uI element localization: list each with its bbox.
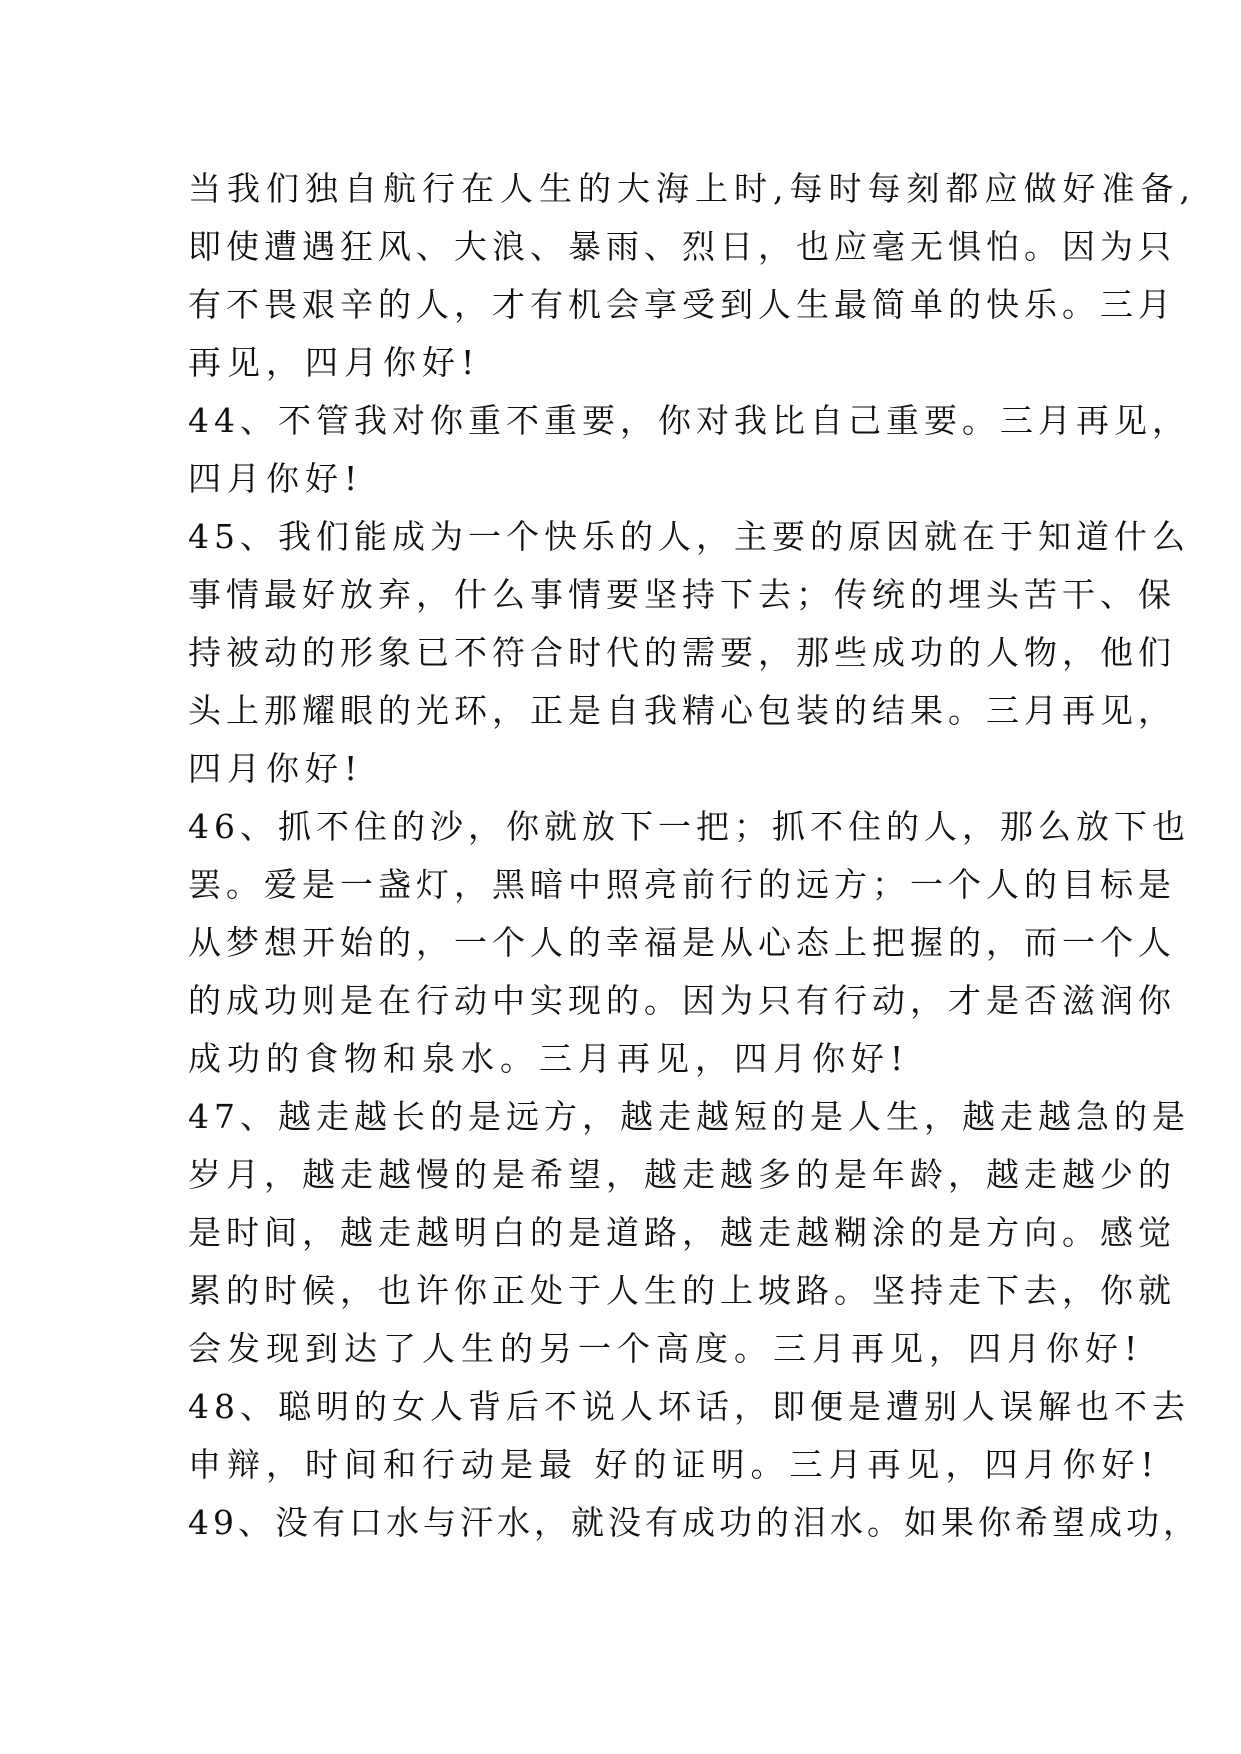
text-line: 四月你好!: [188, 459, 364, 498]
text-line: 47、越走越长的是远方，越走越短的是人生，越走越急的是: [188, 1097, 1190, 1136]
text-line: 四月你好!: [188, 749, 364, 788]
text-line: 49、没有口水与汗水，就没有成功的泪水。如果你希望成功，: [188, 1503, 1200, 1542]
text-line: 罢。爱是一盏灯，黑暗中照亮前行的远方；一个人的目标是: [188, 865, 1176, 904]
text-line: 岁月，越走越慢的是希望，越走越多的是年龄，越走越少的: [188, 1155, 1176, 1194]
document-body: [188, 160, 1200, 1552]
text-line: 从梦想开始的，一个人的幸福是从心态上把握的，而一个人: [188, 923, 1176, 962]
text-line: 是时间，越走越明白的是道路，越走越糊涂的是方向。感觉: [188, 1213, 1176, 1252]
text-line: 成功的食物和泉水。三月再见，四月你好!: [188, 1039, 910, 1078]
text-line: 当我们独自航行在人生的大海上时,每时每刻都应做好准备,: [188, 169, 1196, 208]
text-line: 46、抓不住的沙，你就放下一把；抓不住的人，那么放下也: [188, 807, 1190, 846]
text-line: 再见，四月你好!: [188, 343, 481, 382]
text-line: 45、我们能成为一个快乐的人，主要的原因就在于知道什么: [188, 517, 1190, 556]
text-line: 持被动的形象已不符合时代的需要，那些成功的人物，他们: [188, 633, 1176, 672]
text-line: 的成功则是在行动中实现的。因为只有行动，才是否滋润你: [188, 981, 1176, 1020]
text-line: 有不畏艰辛的人，才有机会享受到人生最简单的快乐。三月: [188, 285, 1176, 324]
text-line: 事情最好放弃，什么事情要坚持下去；传统的埋头苦干、保: [188, 575, 1176, 614]
text-line: 44、不管我对你重不重要，你对我比自己重要。三月再见，: [188, 401, 1190, 440]
text-line: 申辩，时间和行动是最 好的证明。三月再见，四月你好!: [188, 1445, 1160, 1484]
text-line: 累的时候，也许你正处于人生的上坡路。坚持走下去，你就: [188, 1271, 1176, 1310]
text-line: 即使遭遇狂风、大浪、暴雨、烈日，也应毫无惧怕。因为只: [188, 227, 1176, 266]
text-line: 头上那耀眼的光环，正是自我精心包装的结果。三月再见，: [188, 691, 1176, 730]
text-line: 会发现到达了人生的另一个高度。三月再见，四月你好!: [188, 1329, 1144, 1368]
text-line: 48、聪明的女人背后不说人坏话，即便是遭别人误解也不去: [188, 1387, 1190, 1426]
